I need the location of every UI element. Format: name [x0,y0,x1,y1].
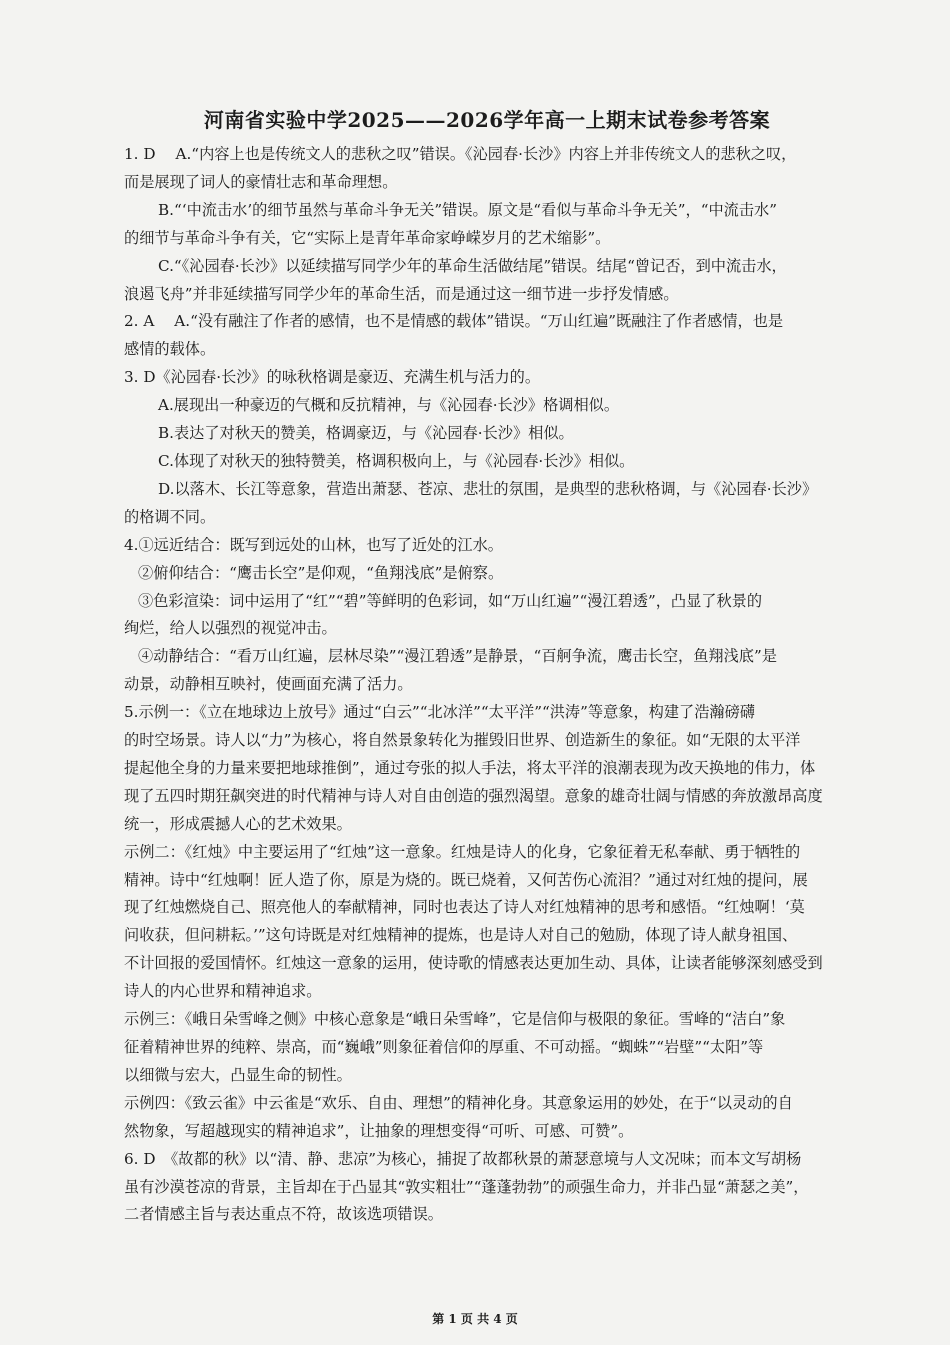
answer-line: 然物象，写超越现实的精神追求”，让抽象的理想变得“可听、可感、可赞”。 [124,1121,634,1140]
answer-line: 3. D《沁园春·长沙》的咏秋格调是豪迈、充满生机与活力的。 [124,368,541,387]
answer-line: 示例三：《峨日朵雪峰之侧》中核心意象是“峨日朵雪峰”，它是信仰与极限的象征。雪峰的“洁白”象 [124,1010,786,1029]
answer-line: 6. D 《故都的秋》以“清、静、悲凉”为核心，捕捉了故都秋景的萧瑟意境与人文况味；而本文写胡杨 [124,1149,802,1168]
answer-line: 不计回报的爱国情怀。红烛这一意象的运用，使诗歌的情感表达更加生动、具体，让读者能够深刻感受到 [124,954,823,973]
answer-line: 浪遏飞舟”并非延续描写同学少年的革命生活，而是通过这一细节进一步抒发情感。 [124,284,679,303]
answer-line: 诗人的内心世界和精神追求。 [124,982,322,1001]
answer-line: 征着精神世界的纯粹、崇高，而“巍峨”则象征着信仰的厚重、不可动摇。“蜘蛛”“岩壁”“太阳”等 [124,1038,764,1056]
answer-line: 提起他全身的力量来要把地球推倒”，通过夸张的拟人手法，将太平洋的浪潮表现为改天换地的伟力，体 [124,758,816,777]
answer-line: 精神。诗中“红烛啊！匠人造了你，原是为烧的。既已烧着，又何苦伤心流泪？”通过对红烛的提问，展 [124,870,808,889]
answer-line: 虽有沙漠苍凉的背景，主旨却在于凸显其“敦实粗壮”“蓬蓬勃勃”的顽强生命力，并非凸显“萧瑟之美”， [124,1177,809,1196]
answer-line: 4.①远近结合：既写到远处的山林，也写了近处的江水。 [124,535,503,554]
answer-line: C.体现了对秋天的独特赞美，格调积极向上，与《沁园春·长沙》相似。 [158,451,635,470]
answer-line: ②俯仰结合：“鹰击长空”是仰观，“鱼翔浅底”是俯察。 [138,563,504,582]
answer-line: 2. A A.“没有融注了作者的感情，也不是情感的载体”错误。“万山红遍”既融注了作者感情，也是 [124,312,784,331]
page-footer: 第 1 页 共 4 页 [432,1312,518,1326]
answer-line: D.以落木、长江等意象，营造出萧瑟、苍凉、悲壮的氛围，是典型的悲秋格调，与《沁园春·长沙》 [158,479,818,498]
answer-line: 示例四：《致云雀》中云雀是“欢乐、自由、理想”的精神化身。其意象运用的妙处，在于“以灵动的自 [124,1093,793,1112]
answer-line: 现了红烛燃烧自己、照亮他人的奉献精神，同时也表达了诗人对红烛精神的思考和感悟。“红烛啊！‘莫 [124,898,805,917]
answer-line: 的细节与革命斗争有关，它“实际上是青年革命家峥嵘岁月的艺术缩影”。 [124,228,611,247]
answer-line: 以细微与宏大，凸显生命的韧性。 [124,1065,352,1084]
answer-line: 动景，动静相互映衬，使画面充满了活力。 [124,675,413,694]
answer-line: 5.示例一：《立在地球边上放号》通过“白云”“北冰洋”“太平洋”“洪涛”等意象，构建了浩瀚磅礴 [124,703,755,722]
answer-line: 而是展现了词人的豪情壮志和革命理想。 [124,172,398,191]
answer-body [124,141,880,1229]
answer-line: 二者情感主旨与表达重点不符，故该选项错误。 [124,1205,443,1224]
answer-line: 绚烂，给人以强烈的视觉冲击。 [124,619,337,638]
answer-line: 统一，形成震撼人心的艺术效果。 [124,814,352,833]
answer-line: 示例二：《红烛》中主要运用了“红烛”这一意象。红烛是诗人的化身，它象征着无私奉献、勇于牺牲的 [124,842,801,861]
answer-line: B.“‘中流击水’的细节虽然与革命斗争无关”错误。原文是“看似与革命斗争无关”，“中流击水” [158,200,777,219]
answer-line: C.“《沁园春·长沙》以延续描写同学少年的革命生活做结尾”错误。结尾“曾记否，到中流击水， [158,256,787,275]
answer-line: B.表达了对秋天的赞美，格调豪迈，与《沁园春·长沙》相似。 [158,424,574,443]
answer-line: 感情的载体。 [124,340,216,359]
answer-line: 的格调不同。 [124,507,216,526]
answer-line: 现了五四时期狂飙突进的时代精神与诗人对自由创造的强烈渴望。意象的雄奇壮阔与情感的奔放激昂高度 [124,786,823,805]
answer-line: A.展现出一种豪迈的气概和反抗精神，与《沁园春·长沙》格调相似。 [158,396,620,415]
answer-line: ④动静结合：“看万山红遍，层林尽染”“漫江碧透”是静景，“百舸争流，鹰击长空，鱼翔浅底”是 [138,647,777,666]
answer-line: ③色彩渲染：词中运用了“红”“碧”等鲜明的色彩词，如“万山红遍”“漫江碧透”，凸显了秋景的 [138,591,763,610]
answer-line: 1. D A.“内容上也是传统文人的悲秋之叹”错误。《沁园春·长沙》内容上并非传统文人的悲秋之叹， [124,145,797,163]
answer-line: 问收获，但问耕耘。’”这句诗既是对红烛精神的提炼，也是诗人对自己的勉励，体现了诗人献身祖国、 [124,926,798,945]
page-title: 河南省实验中学2025——2026学年高一上期末试卷参考答案 [203,108,771,132]
answer-line: 的时空场景。诗人以“力”为核心，将自然景象转化为摧毁旧世界、创造新生的象征。如“无限的太平洋 [124,731,801,750]
